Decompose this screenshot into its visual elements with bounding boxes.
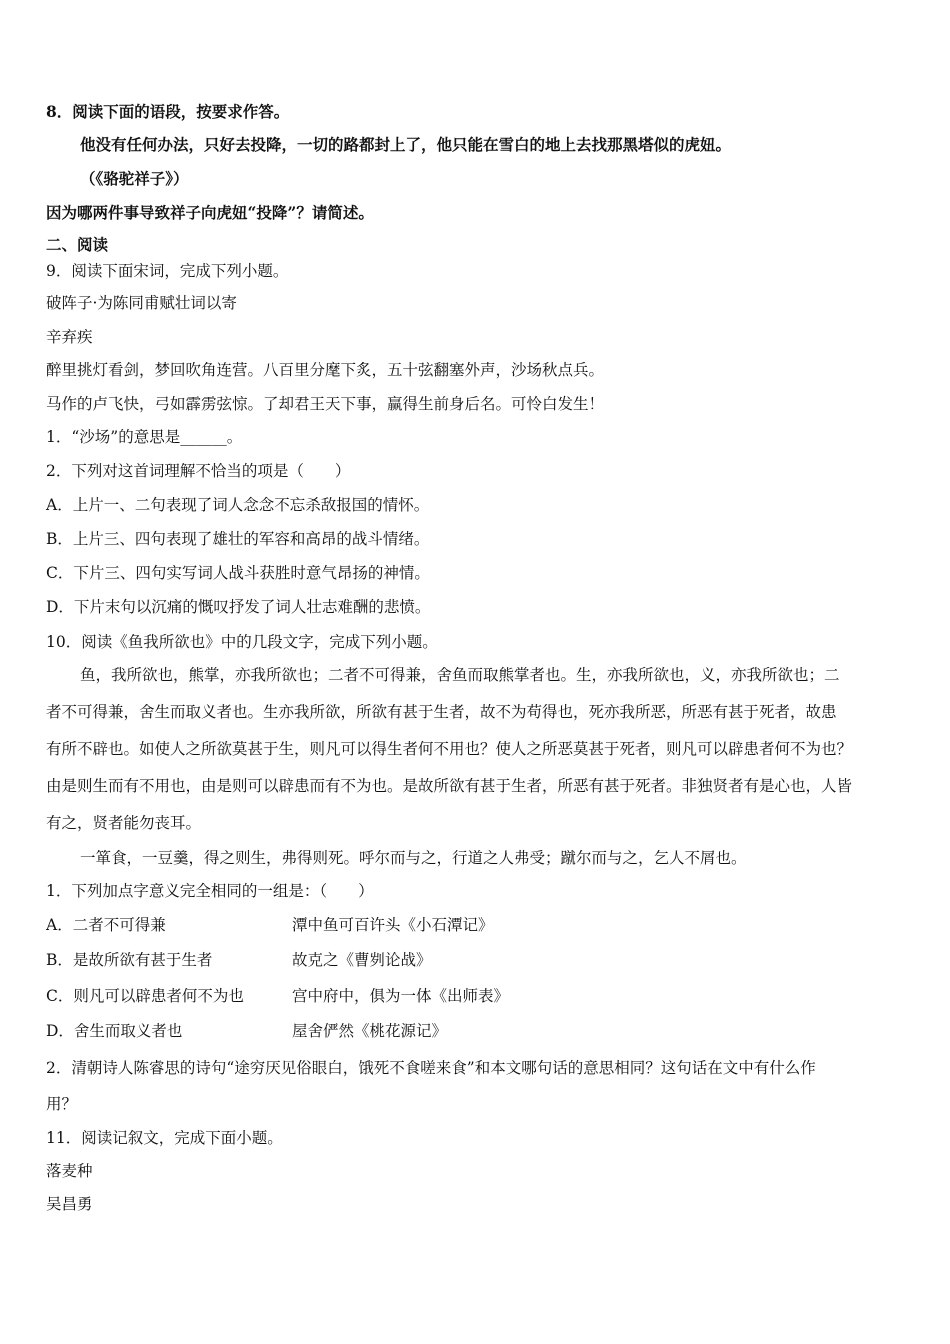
q10-sub2-line-2: 用？ xyxy=(46,1095,78,1113)
passage-line: 者不可得兼，舍生而取义者也。生亦我所欲，所欲有甚于生者，故不为苟得也，死亦我所恶，所恶有甚于死者，故患 xyxy=(46,703,837,721)
q9-sub2: 2．下列对这首词理解不恰当的项是（ ） xyxy=(46,462,351,480)
q8-quote: 他没有任何办法，只好去投降，一切的路都封上了，他只能在雪白的地上去找那黑塔似的虎妞。 xyxy=(80,135,732,154)
q10-option-a xyxy=(46,915,646,935)
option-left: D．舍生而取义者也 xyxy=(46,1022,183,1040)
q8-title: 8．阅读下面的语段，按要求作答。 xyxy=(46,102,290,121)
q9-title: 9．阅读下面宋词，完成下列小题。 xyxy=(46,262,289,280)
q10-option-c xyxy=(46,986,646,1006)
section-heading: 二、阅读 xyxy=(46,235,109,254)
poem-title: 破阵子·为陈同甫赋壮词以寄 xyxy=(46,294,237,312)
passage-line: 有之，贤者能勿丧耳。 xyxy=(46,814,202,832)
passage-line: 鱼，我所欲也，熊掌，亦我所欲也；二者不可得兼，舍鱼而取熊掌者也。生，亦我所欲也，义，亦我所欲也；二 xyxy=(80,666,840,684)
option-left: B．是故所欲有甚于生者 xyxy=(46,951,213,969)
q8-source: （《骆驼祥子》） xyxy=(80,169,189,188)
passage-para-2: 一箪食，一豆羹，得之则生，弗得则死。呼尔而与之，行道之人弗受；蹴尔而与之，乞人不屑也。 xyxy=(80,849,747,867)
q9-option-a: A．上片一、二句表现了词人念念不忘杀敌报国的情怀。 xyxy=(46,496,430,514)
article-title: 落麦种 xyxy=(46,1162,93,1180)
q9-option-b: B．上片三、四句表现了雄壮的军容和高昂的战斗情绪。 xyxy=(46,530,430,548)
q8-question: 因为哪两件事导致祥子向虎妞“投降”？请简述。 xyxy=(46,203,374,222)
option-right: 故克之《曹刿论战》 xyxy=(292,951,432,969)
q9-sub1: 1．“沙场”的意思是______。 xyxy=(46,428,243,446)
passage-line: 有所不辟也。如使人之所欲莫甚于生，则凡可以得生者何不用也？使人之所恶莫甚于死者，则凡可以辟患者何不为也？ xyxy=(46,740,853,758)
q10-title: 10．阅读《鱼我所欲也》中的几段文字，完成下列小题。 xyxy=(46,633,438,651)
option-left: A．二者不可得兼 xyxy=(46,916,166,934)
q10-option-d xyxy=(46,1021,646,1041)
option-right: 潭中鱼可百许头《小石潭记》 xyxy=(292,916,494,934)
q9-option-c: C．下片三、四句实写词人战斗获胜时意气昂扬的神情。 xyxy=(46,564,430,582)
poem-line-1: 醉里挑灯看剑，梦回吹角连营。八百里分麾下炙，五十弦翻塞外声，沙场秋点兵。 xyxy=(46,361,605,379)
option-right: 宫中府中，俱为一体《出师表》 xyxy=(292,987,510,1005)
q10-sub2-line-1: 2．清朝诗人陈睿思的诗句“途穷厌见俗眼白，饿死不食嗟来食”和本文哪句话的意思相同？这句话在文中有什么作 xyxy=(46,1059,816,1077)
q10-option-b xyxy=(46,950,646,970)
passage-line: 由是则生而有不用也，由是则可以辟患而有不为也。是故所欲有甚于生者，所恶有甚于死者。非独贤者有是心也，人皆 xyxy=(46,777,853,795)
q10-sub1: 1．下列加点字意义完全相同的一组是：（ ） xyxy=(46,882,374,900)
q11-title: 11．阅读记叙文，完成下面小题。 xyxy=(46,1129,283,1147)
poem-author: 辛弃疾 xyxy=(46,328,93,346)
option-right: 屋舍俨然《桃花源记》 xyxy=(292,1022,448,1040)
article-author: 吴昌勇 xyxy=(46,1195,93,1213)
q9-option-d: D．下片末句以沉痛的慨叹抒发了词人壮志难酬的悲愤。 xyxy=(46,598,431,616)
option-left: C．则凡可以辟患者何不为也 xyxy=(46,987,244,1005)
poem-line-2: 马作的卢飞快，弓如霹雳弦惊。了却君王天下事，赢得生前身后名。可怜白发生！ xyxy=(46,395,605,413)
